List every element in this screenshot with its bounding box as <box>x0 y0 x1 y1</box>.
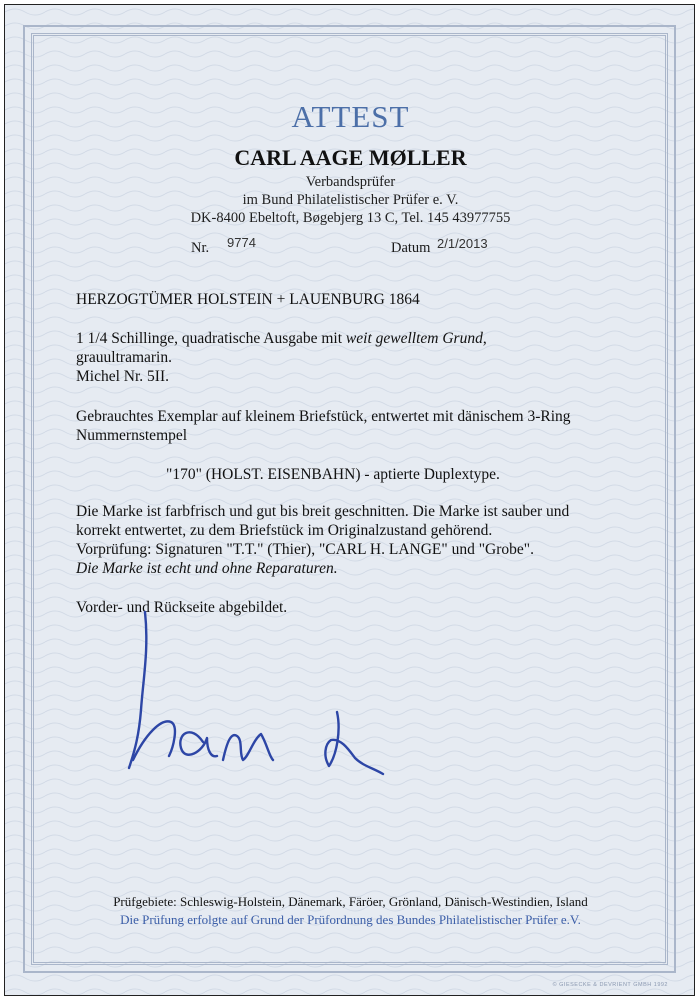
date-label: Datum <box>391 240 431 256</box>
desc-part1: 1 1/4 Schillinge, quadratische Ausgabe mit <box>76 330 346 347</box>
expert-name: CARL AAGE MØLLER <box>234 145 467 170</box>
expert-signature <box>111 610 401 785</box>
expert-role: Verbandsprüfer <box>305 174 396 190</box>
number-label: Nr. <box>191 240 210 256</box>
michel-number: Michel Nr. 5II. <box>76 368 169 385</box>
desc-italic: weit gewelltem Grund <box>345 330 483 347</box>
printer-mark: © GIESECKE & DEVRIENT GMBH 1992 <box>552 982 668 988</box>
stamp-color: grauultramarin. <box>76 349 172 366</box>
used-line-2: Nummernstempel <box>76 427 188 444</box>
condition-line-2: korrekt entwertet, zu dem Briefstück im Originalzustand gehörend. <box>76 522 493 539</box>
verdict-text: Die Marke ist echt und ohne Reparaturen. <box>76 560 338 577</box>
number-value: 9774 <box>227 235 256 250</box>
stamp-heading: HERZOGTÜMER HOLSTEIN + LAUENBURG 1864 <box>76 291 420 308</box>
condition-line-3: Vorprüfung: Signaturen "T.T." (Thier), "CARL H. LANGE" und "Grobe". <box>76 541 534 558</box>
certificate-title: ATTEST <box>291 99 410 134</box>
condition-line-1: Die Marke ist farbfrisch und gut bis breit geschnitten. Die Marke ist sauber und <box>76 503 570 520</box>
verdict-line <box>76 560 338 578</box>
inner-border <box>31 33 668 965</box>
desc-part2: , <box>482 330 487 347</box>
images-line: Vorder- und Rückseite abgebildet. <box>76 599 288 616</box>
cancel-line: "170" (HOLST. EISENBAHN) - aptierte Duplextype. <box>166 466 500 483</box>
date-value: 2/1/2013 <box>437 236 488 251</box>
used-line-1: Gebrauchtes Exemplar auf kleinem Briefstück, entwertet mit dänischem 3-Ring <box>76 408 571 425</box>
association: im Bund Philatelistischer Prüfer e. V. <box>242 192 459 208</box>
certificate-sheet <box>4 4 695 996</box>
expert-address: DK-8400 Ebeltoft, Bøgebjerg 13 C, Tel. 145 43977755 <box>190 210 511 226</box>
footer-rules: Die Prüfung erfolgte auf Grund der Prüfordnung des Bundes Philatelistischer Prüfer e.V. <box>120 912 581 927</box>
footer-fields: Prüfgebiete: Schleswig-Holstein, Dänemark, Färöer, Grönland, Dänisch-Westindien, Island <box>113 894 588 909</box>
stamp-description <box>76 330 487 348</box>
